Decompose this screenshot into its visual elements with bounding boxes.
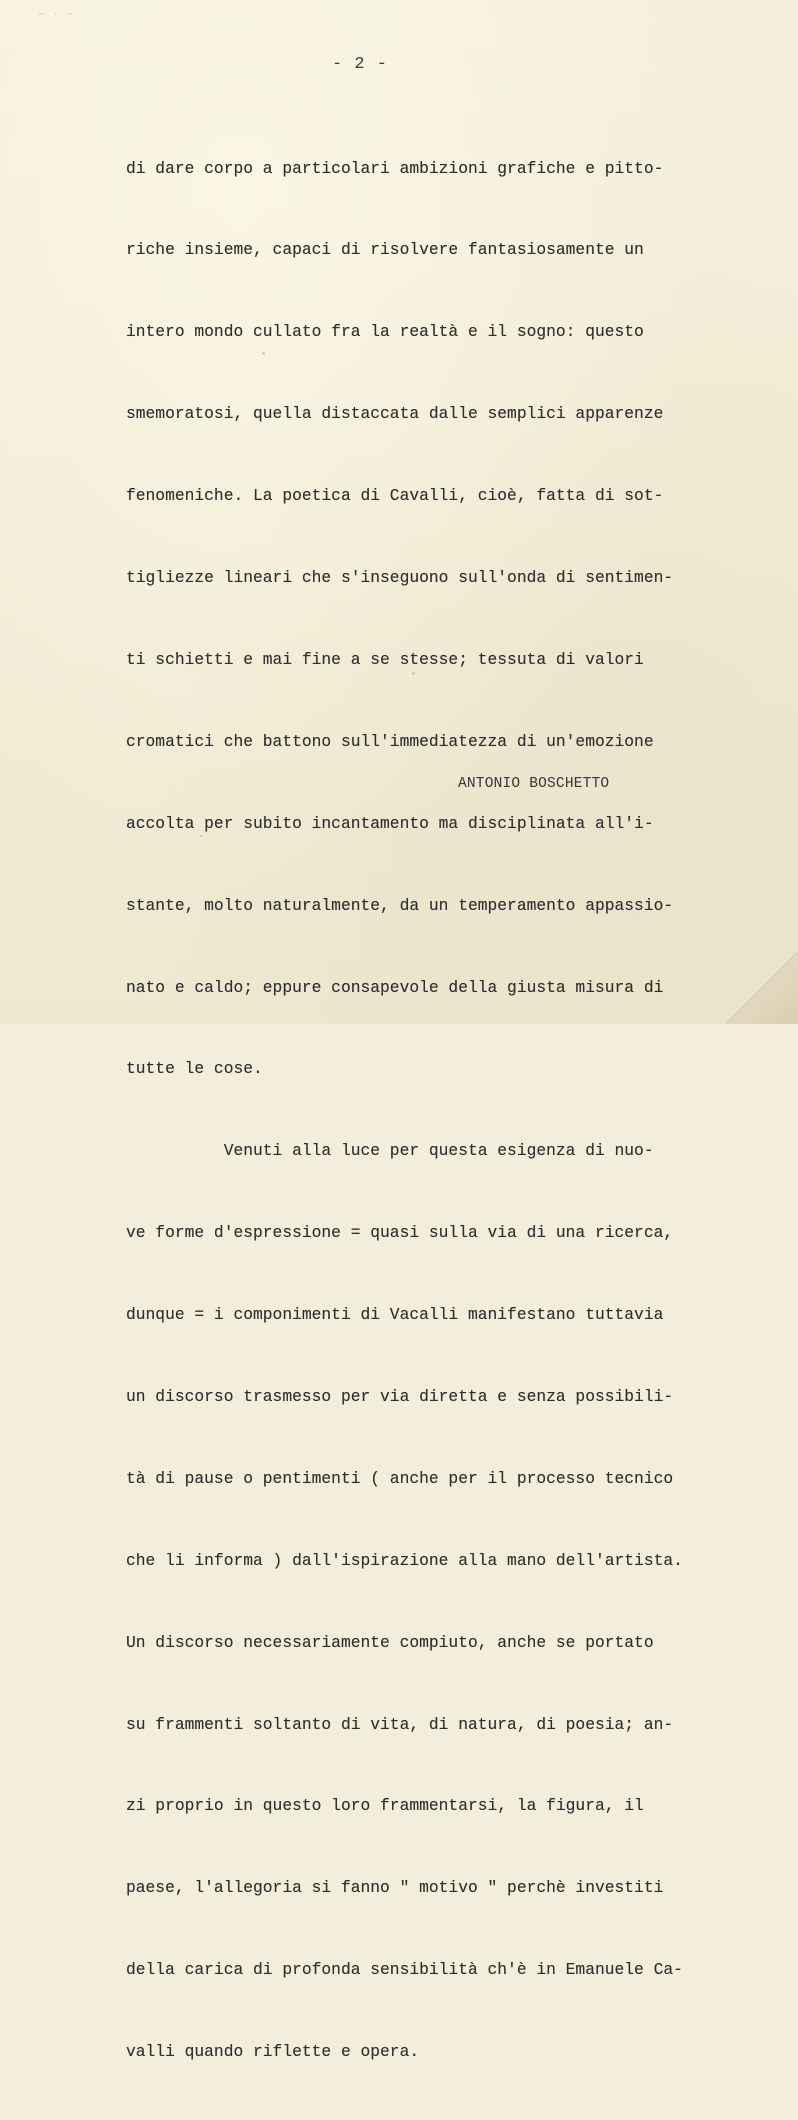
paper-speck xyxy=(262,352,265,355)
text-line: smemoratosi, quella distaccata dalle semplici apparenze xyxy=(126,404,664,424)
typed-paragraphs xyxy=(126,100,686,2120)
text-line: Un discorso necessariamente compiuto, anche se portato xyxy=(126,1632,654,1652)
text-line: tutte le cose. xyxy=(126,1059,263,1079)
text-line: della carica di profonda sensibilità ch'è in Emanuele Ca- xyxy=(126,1960,683,1980)
paper-speck xyxy=(200,835,202,837)
text-line: ti schietti e mai fine a se stesse; tessuta di valori xyxy=(126,649,644,669)
edge-smudge: ~ · ~ xyxy=(38,10,76,20)
folded-corner xyxy=(728,954,798,1024)
text-line: stante, molto naturalmente, da un temperamento appassio- xyxy=(126,895,674,915)
text-line: dunque = i componimenti di Vacalli manifestano tuttavia xyxy=(126,1305,664,1325)
text-line: nato e caldo; eppure consapevole della giusta misura di xyxy=(126,977,664,997)
text-line: paese, l'allegoria si fanno " motivo " perchè investiti xyxy=(126,1878,664,1898)
text-line: valli quando riflette e opera. xyxy=(126,2042,420,2062)
text-line: accolta per subito incantamento ma disciplinata all'i- xyxy=(126,813,654,833)
text-line: zi proprio in questo loro frammentarsi, la figura, il xyxy=(126,1796,644,1816)
text-line: riche insieme, capaci di risolvere fantasiosamente un xyxy=(126,240,644,260)
text-line: tà di pause o pentimenti ( anche per il processo tecnico xyxy=(126,1468,674,1488)
text-line: su frammenti soltanto di vita, di natura, di poesia; an- xyxy=(126,1714,674,1734)
text-line: cromatici che battono sull'immediatezza di un'emozione xyxy=(126,731,654,751)
text-line: che li informa ) dall'ispirazione alla mano dell'artista. xyxy=(126,1550,683,1570)
paper-speck xyxy=(412,672,415,675)
text-line: Venuti alla luce per questa esigenza di nuo- xyxy=(126,1141,654,1161)
text-line: intero mondo cullato fra la realtà e il sogno: questo xyxy=(126,322,644,342)
text-line: fenomeniche. La poetica di Cavalli, cioè, fatta di sot- xyxy=(126,486,664,506)
text-line: un discorso trasmesso per via diretta e senza possibili- xyxy=(126,1386,674,1406)
author-signature: ANTONIO BOSCHETTO xyxy=(458,776,610,792)
text-line: di dare corpo a particolari ambizioni grafiche e pitto- xyxy=(126,158,664,178)
text-line: tigliezze lineari che s'inseguono sull'onda di sentimen- xyxy=(126,568,674,588)
page-number: - 2 - xyxy=(331,55,388,74)
text-line: ve forme d'espressione = quasi sulla via di una ricerca, xyxy=(126,1223,674,1243)
